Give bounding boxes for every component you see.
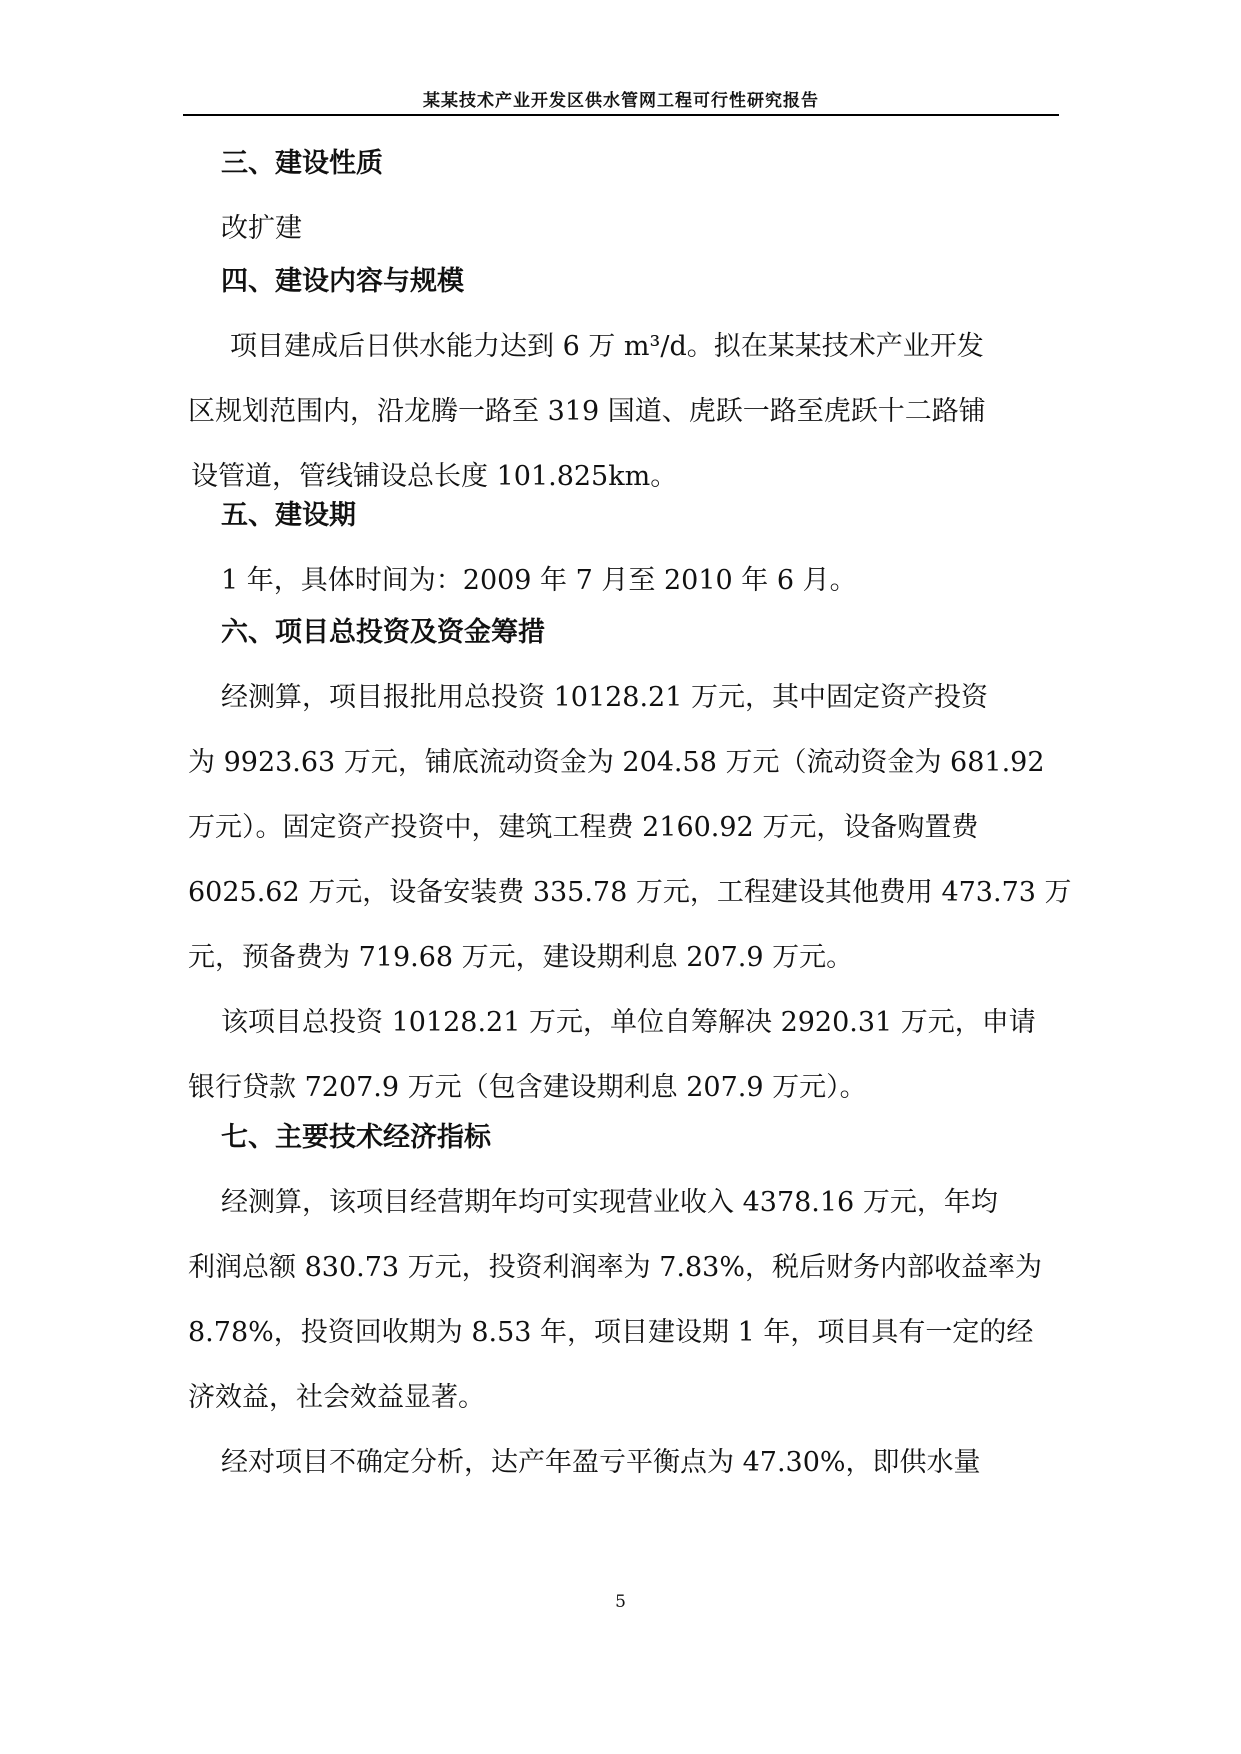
section-heading: 五、建设期 <box>221 500 356 531</box>
paragraph-line: 8.78%，投资回收期为 8.53 年，项目建设期 1 年，项目具有一定的经 <box>188 1317 1034 1348</box>
section-5 <box>188 483 1056 613</box>
section-body: 1 年，具体时间为：2009 年 7 月至 2010 年 6 月。 <box>221 565 857 596</box>
paragraph-line: 经测算，项目报批用总投资 10128.21 万元，其中固定资产投资 <box>221 682 988 713</box>
section-4 <box>188 249 1056 509</box>
section-heading: 六、项目总投资及资金筹措 <box>221 617 545 648</box>
paragraph-line: 济效益，社会效益显著。 <box>188 1382 485 1413</box>
paragraph-line: 利润总额 830.73 万元，投资利润率为 7.83%，税后财务内部收益率为 <box>188 1252 1042 1283</box>
paragraph-line: 该项目总投资 10128.21 万元，单位自筹解决 2920.31 万元，申请 <box>221 1007 1036 1038</box>
paragraph-line: 万元）。固定资产投资中，建筑工程费 2160.92 万元，设备购置费 <box>188 812 979 843</box>
paragraph-line: 经对项目不确定分析，达产年盈亏平衡点为 47.30%，即供水量 <box>221 1447 981 1478</box>
paragraph-line: 为 9923.63 万元，铺底流动资金为 204.58 万元（流动资金为 681.92 <box>188 747 1045 778</box>
paragraph-line: 项目建成后日供水能力达到 6 万 m³/d。拟在某某技术产业开发 <box>230 331 984 362</box>
section-6 <box>188 600 1072 1120</box>
section-body: 改扩建 <box>221 213 302 244</box>
section-heading: 七、主要技术经济指标 <box>221 1122 491 1153</box>
header-divider <box>183 114 1059 116</box>
section-heading: 四、建设内容与规模 <box>221 266 464 297</box>
section-7 <box>188 1105 1056 1495</box>
running-header: 某某技术产业开发区供水管网工程可行性研究报告 <box>423 91 819 111</box>
paragraph-line: 经测算，该项目经营期年均可实现营业收入 4378.16 万元，年均 <box>221 1187 998 1218</box>
paragraph-line: 区规划范围内，沿龙腾一路至 319 国道、虎跃一路至虎跃十二路铺 <box>188 396 986 427</box>
paragraph-line: 银行贷款 7207.9 万元（包含建设期利息 207.9 万元）。 <box>188 1072 867 1103</box>
section-heading: 三、建设性质 <box>221 148 383 179</box>
section-3 <box>188 131 1056 261</box>
paragraph-line: 6025.62 万元，设备安装费 335.78 万元，工程建设其他费用 473.73 万 <box>188 877 1072 908</box>
paragraph-line: 设管道，管线铺设总长度 101.825km。 <box>191 461 678 492</box>
paragraph-line: 元，预备费为 719.68 万元，建设期利息 207.9 万元。 <box>188 942 854 973</box>
page-number: 5 <box>615 1592 626 1612</box>
